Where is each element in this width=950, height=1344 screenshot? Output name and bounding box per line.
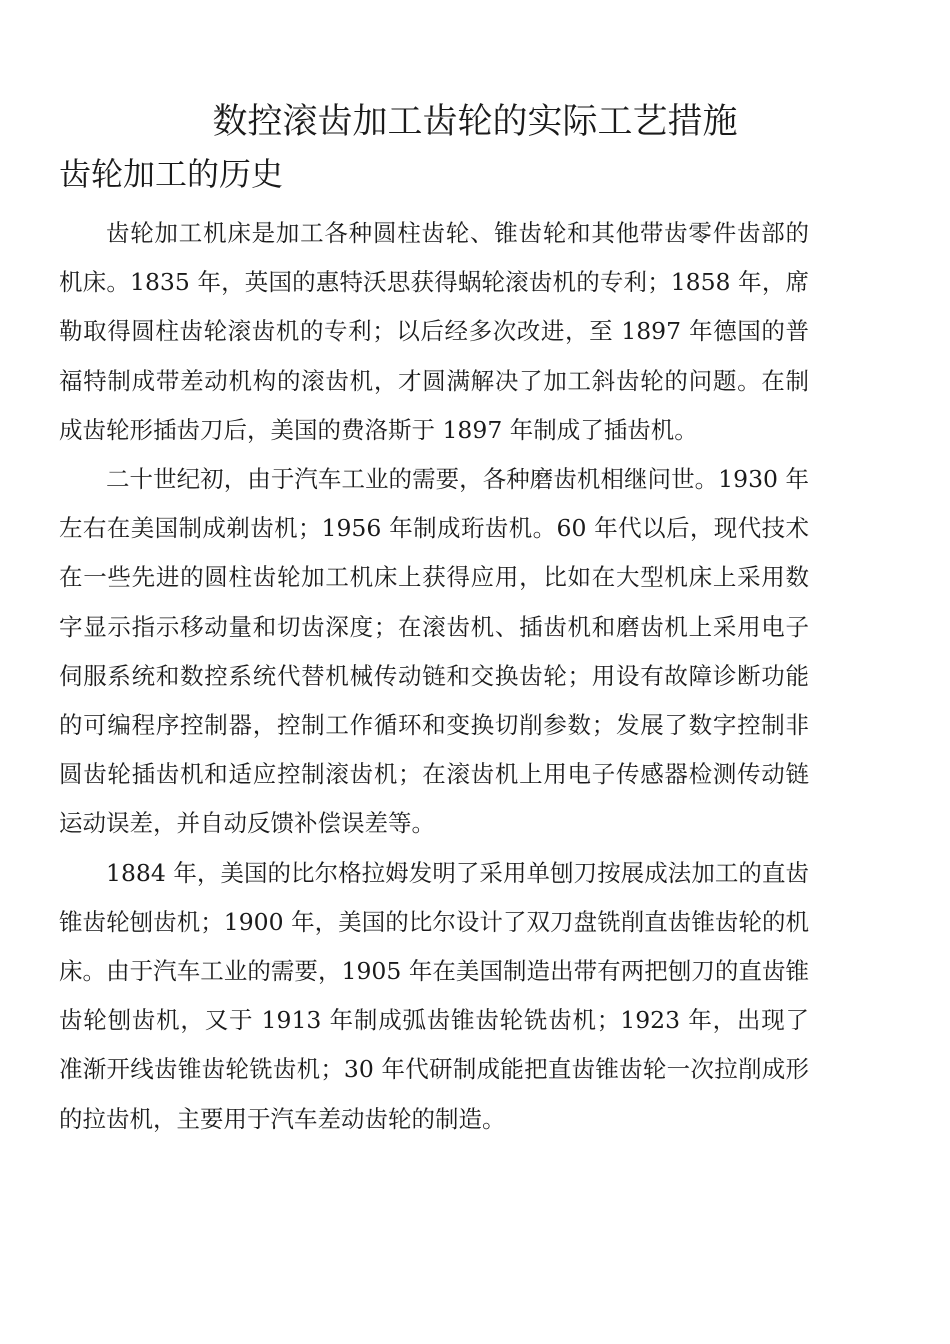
- paragraph-2: 二十世纪初，由于汽车工业的需要，各种磨齿机相继问世。1930 年左右在美国制成剃齿机；1956 年制成珩齿机。60 年代以后，现代技术在一些先进的圆柱齿轮加工机床上获得应用，比如在大型机床上采用数字显示指示移动量和切齿深度；在滚齿机、插齿机和磨齿机上采用电子伺服系统和数控系统代替机械传动链和交换齿轮；用设有故障诊断功能的可编程序控制器，控制工作循环和变换切削参数；发展了数字控制非圆齿轮插齿机和适应控制滚齿机；在滚齿机上用电子传感器检测传动链运动误差，并自动反馈补偿误差等。: [59, 465, 809, 838]
- paragraph-3: 1884 年，美国的比尔格拉姆发明了采用单刨刀按展成法加工的直齿锥齿轮刨齿机；1900 年，美国的比尔设计了双刀盘铣削直齿锥齿轮的机床。由于汽车工业的需要，1905 年在美国制造出带有两把刨刀的直齿锥齿轮刨齿机，又于 1913 年制成弧齿锥齿轮铣齿机；1923 年，出现了准渐开线齿锥齿轮铣齿机；30 年代研制成能把直齿锥齿轮一次拉削成形的拉齿机，主要用于汽车差动齿轮的制造。: [59, 858, 809, 1133]
- document-title: 数控滚齿加工齿轮的实际工艺措施: [212, 102, 738, 142]
- paragraph-1: 齿轮加工机床是加工各种圆柱齿轮、锥齿轮和其他带齿零件齿部的机床。1835 年，英国的惠特沃思获得蜗轮滚齿机的专利；1858 年，席勒取得圆柱齿轮滚齿机的专利；以后经多次改进，至 1897 年德国的普福特制成带差动机构的滚齿机，才圆满解决了加工斜齿轮的问题。在制成齿轮形插齿刀后，美国的费洛斯于 1897 年制成了插齿机。: [59, 219, 809, 444]
- section-heading: 齿轮加工的历史: [59, 155, 284, 193]
- body-text: [59, 209, 809, 1144]
